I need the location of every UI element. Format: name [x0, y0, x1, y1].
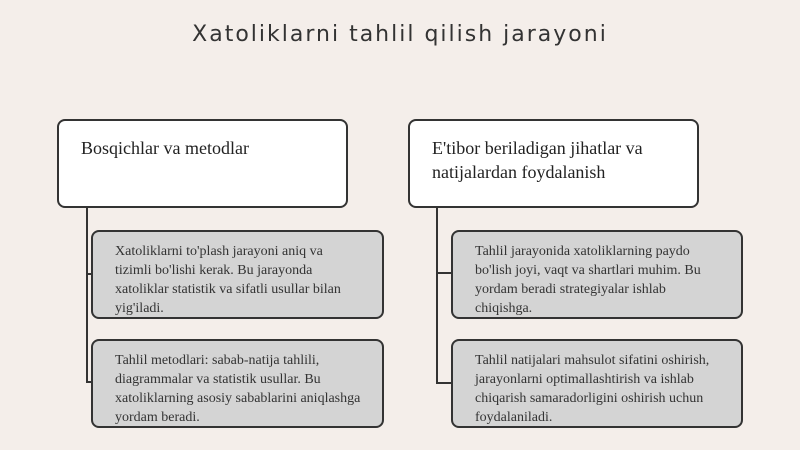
left-detail-text-2: Tahlil metodlari: sabab-natija tahlili, diagrammalar va statistik usullar. Bu xatoliklarning asosiy sabablarini aniqlashga yordam beradi.: [115, 353, 361, 425]
diagram-title: Xatoliklarni tahlil qilish jarayoni: [192, 22, 608, 47]
left-header-box: [57, 119, 348, 208]
left-detail-box-2: [91, 339, 384, 428]
right-header-text: E'tibor beriladigan jihatlar va natijalardan foydalanish: [432, 138, 643, 182]
right-detail-box-2: [451, 339, 743, 428]
left-connector-vertical: [86, 208, 88, 382]
left-detail-text-1: Xatoliklarni to'plash jarayoni aniq va tizimli bo'lishi kerak. Bu jarayonda xatoliklar statistik va sifatli usullar bilan yig'iladi.: [115, 244, 341, 316]
right-header-box: [408, 119, 699, 208]
left-detail-box-1: [91, 230, 384, 319]
right-detail-text-2: Tahlil natijalari mahsulot sifatini oshirish, jarayonlarni optimallashtirish va ishlab chiqarish samaradorligini oshirish uchun foydalaniladi.: [475, 353, 710, 425]
right-detail-box-1: [451, 230, 743, 319]
right-connector-vertical: [436, 208, 438, 383]
left-header-text: Bosqichlar va metodlar: [81, 138, 249, 158]
right-detail-text-1: Tahlil jarayonida xatoliklarning paydo bo'lish joyi, vaqt va shartlari muhim. Bu yordam beradi strategiyalar ishlab chiqishga.: [475, 244, 701, 316]
